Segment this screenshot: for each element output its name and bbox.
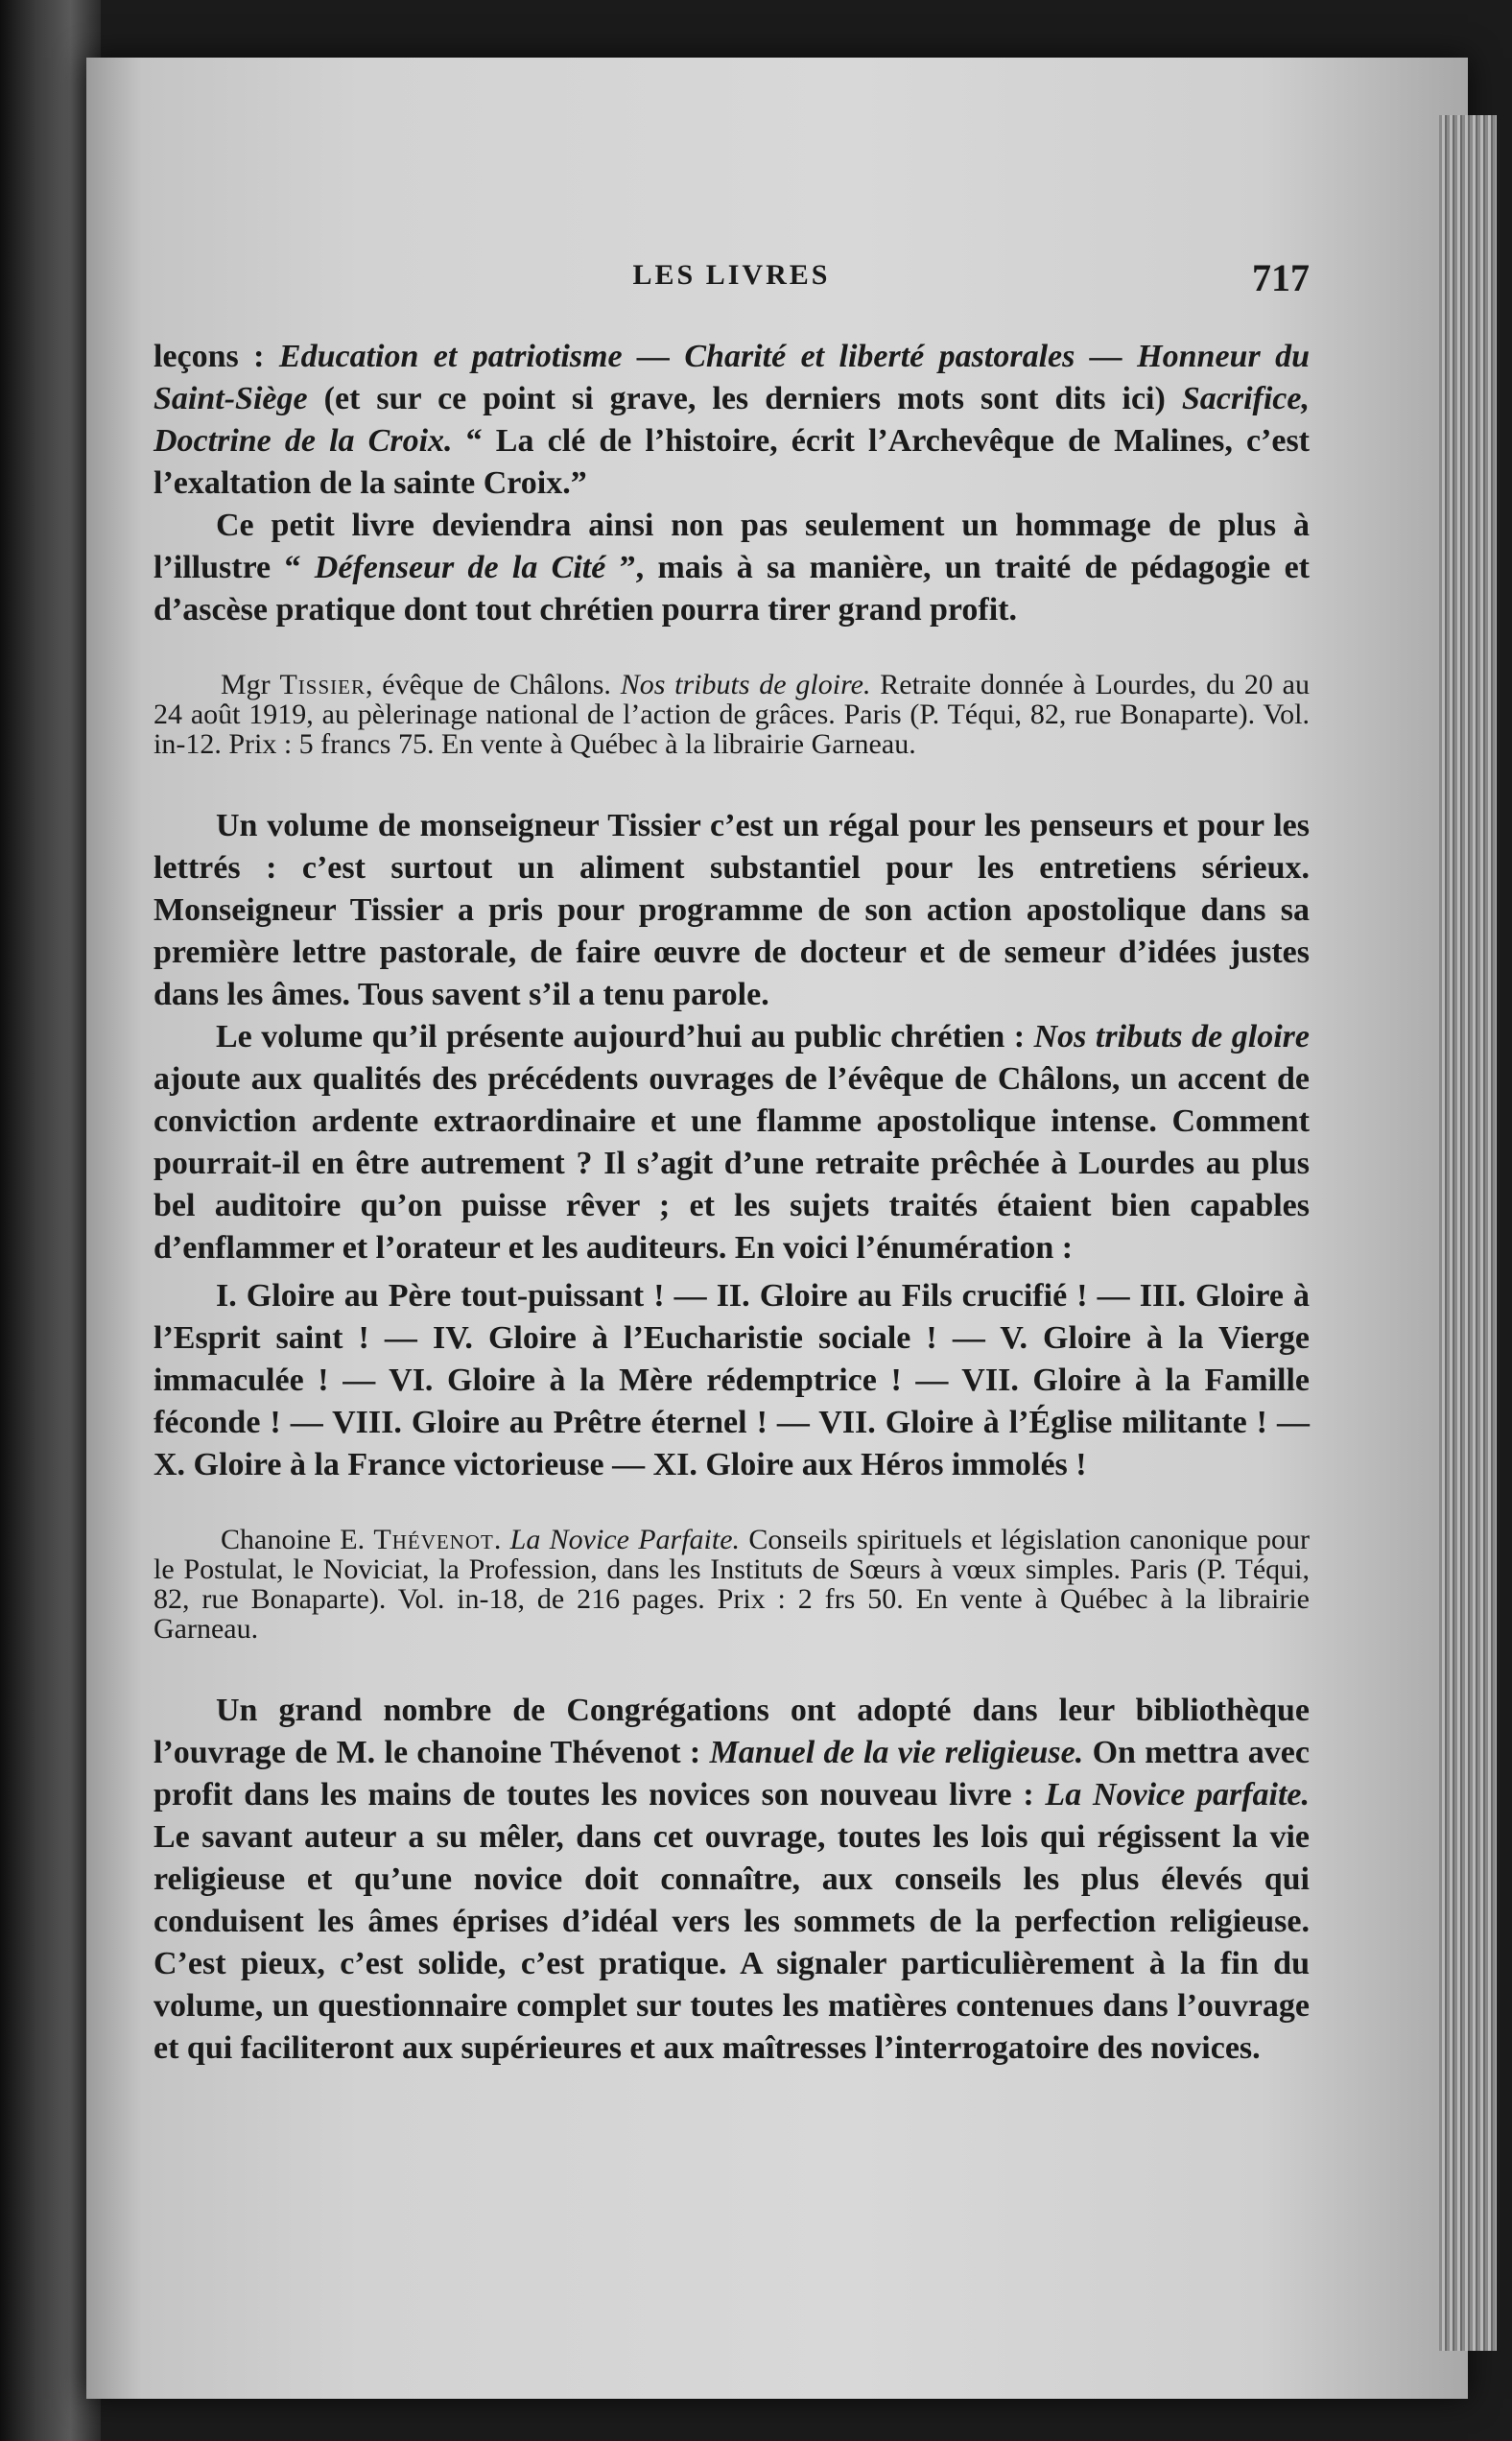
italic-run: Manuel de la vie religieuse. bbox=[709, 1735, 1084, 1770]
text-run: Ce petit livre deviendra ainsi non pas seulement un hommage de plus à l’illustre “ bbox=[154, 508, 1310, 585]
text-run: Retraite donnée à Lourdes, du 20 au 24 août 1919, au pèlerinage national de l’action de grâces. Paris (P. Téqui, 82, rue Bonaparte). Vol. in-12. Prix : 5 francs 75. En vente à Québec à la librairie Garneau. bbox=[154, 669, 1310, 760]
text-run: (et sur ce point si grave, les derniers mots sont dits ici) bbox=[307, 381, 1182, 416]
paragraph-4 bbox=[154, 1016, 1310, 1269]
paragraph-1 bbox=[154, 336, 1310, 505]
text-run: Mgr bbox=[221, 669, 280, 700]
text-run: Un grand nombre de Congrégations ont adopté dans leur bibliothèque l’ouvrage de M. le chanoine Thévenot : bbox=[154, 1693, 1310, 1770]
text-run: leçons : bbox=[154, 339, 279, 374]
author-name: Thévenot bbox=[373, 1524, 494, 1555]
paragraph-5 bbox=[154, 1690, 1310, 2070]
bibliographic-note-tissier bbox=[154, 670, 1310, 759]
page-edges bbox=[1439, 115, 1497, 2351]
text-run: Chanoine E. bbox=[221, 1524, 374, 1555]
italic-run: Education et patriotisme — Charité et liberté pastorales — Honneur du Saint-Siège bbox=[154, 339, 1310, 416]
author-name: Tissier bbox=[279, 669, 366, 700]
text-run: , évêque de Châlons. bbox=[365, 669, 621, 700]
book-title: La Novice Parfaite. bbox=[509, 1524, 741, 1555]
text-run: On mettra avec profit dans les mains de toutes les novices son nouveau livre : bbox=[154, 1735, 1310, 1813]
italic-run: La Novice parfaite. bbox=[1045, 1777, 1311, 1813]
enumeration-list bbox=[154, 1275, 1310, 1486]
bibliographic-note-thevenot bbox=[154, 1525, 1310, 1644]
paragraph-2 bbox=[154, 505, 1310, 631]
page-header bbox=[154, 256, 1310, 317]
page-text bbox=[154, 256, 1311, 2070]
enumeration-text: I. Gloire au Père tout-puissant ! — II. Gloire au Fils crucifié ! — III. Gloire à l’Esprit saint ! — IV. Gloire à l’Eucharistie sociale ! — V. Gloire à la Vierge immaculée ! — VI. Gloire à la Mère rédemptrice ! — VII. Gloire à la Famille féconde ! — VIII. Gloire au Prêtre éternel ! — VII. Gloire à l’Église militante ! — X. Gloire à la France victorieuse — XI. Gloire aux Héros immolés ! bbox=[154, 1278, 1310, 1482]
italic-run: Sacrifice, Doctrine de la Croix. bbox=[154, 381, 1310, 459]
text-run: ”, mais à sa manière, un traité de pédagogie et d’ascèse pratique dont tout chrétien pourra tirer grand profit. bbox=[154, 550, 1310, 628]
paragraph-3: Un volume de monseigneur Tissier c’est un régal pour les penseurs et pour les lettrés : c’est surtout un aliment substantiel pour les entretiens sérieux. Monseigneur Tissier a pris pour programme de son action apostolique dans sa première lettre pastorale, de faire œuvre de docteur et de semeur d’idées justes dans les âmes. Tous savent s’il a tenu parole. bbox=[154, 808, 1310, 1012]
text-run: Conseils spirituels et législation canonique pour le Postulat, le Noviciat, la Profession, dans les Instituts de Sœurs à vœux simples. Paris (P. Téqui, 82, rue Bonaparte). Vol. in-18, de 216 pages. Prix : 2 frs 50. En vente à Québec à la librairie Garneau. bbox=[154, 1524, 1310, 1645]
italic-run: Nos tributs de gloire bbox=[1033, 1019, 1310, 1055]
text-run: Le volume qu’il présente aujourd’hui au public chrétien : bbox=[216, 1019, 1034, 1055]
running-title: LES LIVRES bbox=[632, 259, 831, 291]
text-run: . bbox=[493, 1524, 510, 1555]
text-run: ajoute aux qualités des précédents ouvrages de l’évêque de Châlons, un accent de conviction ardente extraordinaire et une flamme apostolique intense. Comment pourrait-il en être autrement ? Il s’agit d’une retraite prêchée à Lourdes au plus bel auditoire qu’on puisse rêver ; et les sujets traités étaient bien capables d’enflammer et l’orateur et les auditeurs. En voici l’énumération : bbox=[154, 1061, 1310, 1266]
text-run: Le savant auteur a su mêler, dans cet ouvrage, toutes les lois qui régissent la vie religieuse et qu’une novice doit connaître, aux conseils les plus élevés qui conduisent les âmes éprises d’idéal vers les sommets de la perfection religieuse. C’est pieux, c’est solide, c’est pratique. A signaler particulièrement à la fin du volume, un questionnaire complet sur toutes les matières contenues dans l’ouvrage et qui faciliteront aux supérieures et aux maîtresses l’interrogatoire des novices. bbox=[154, 1819, 1310, 2066]
italic-run: Défenseur de la Cité bbox=[314, 550, 606, 585]
page-number: 717 bbox=[1252, 256, 1310, 299]
text-run: “ La clé de l’histoire, écrit l’Archevêque de Malines, c’est l’exaltation de la sainte Croix.” bbox=[154, 423, 1310, 501]
book-title: Nos tributs de gloire. bbox=[620, 669, 871, 700]
